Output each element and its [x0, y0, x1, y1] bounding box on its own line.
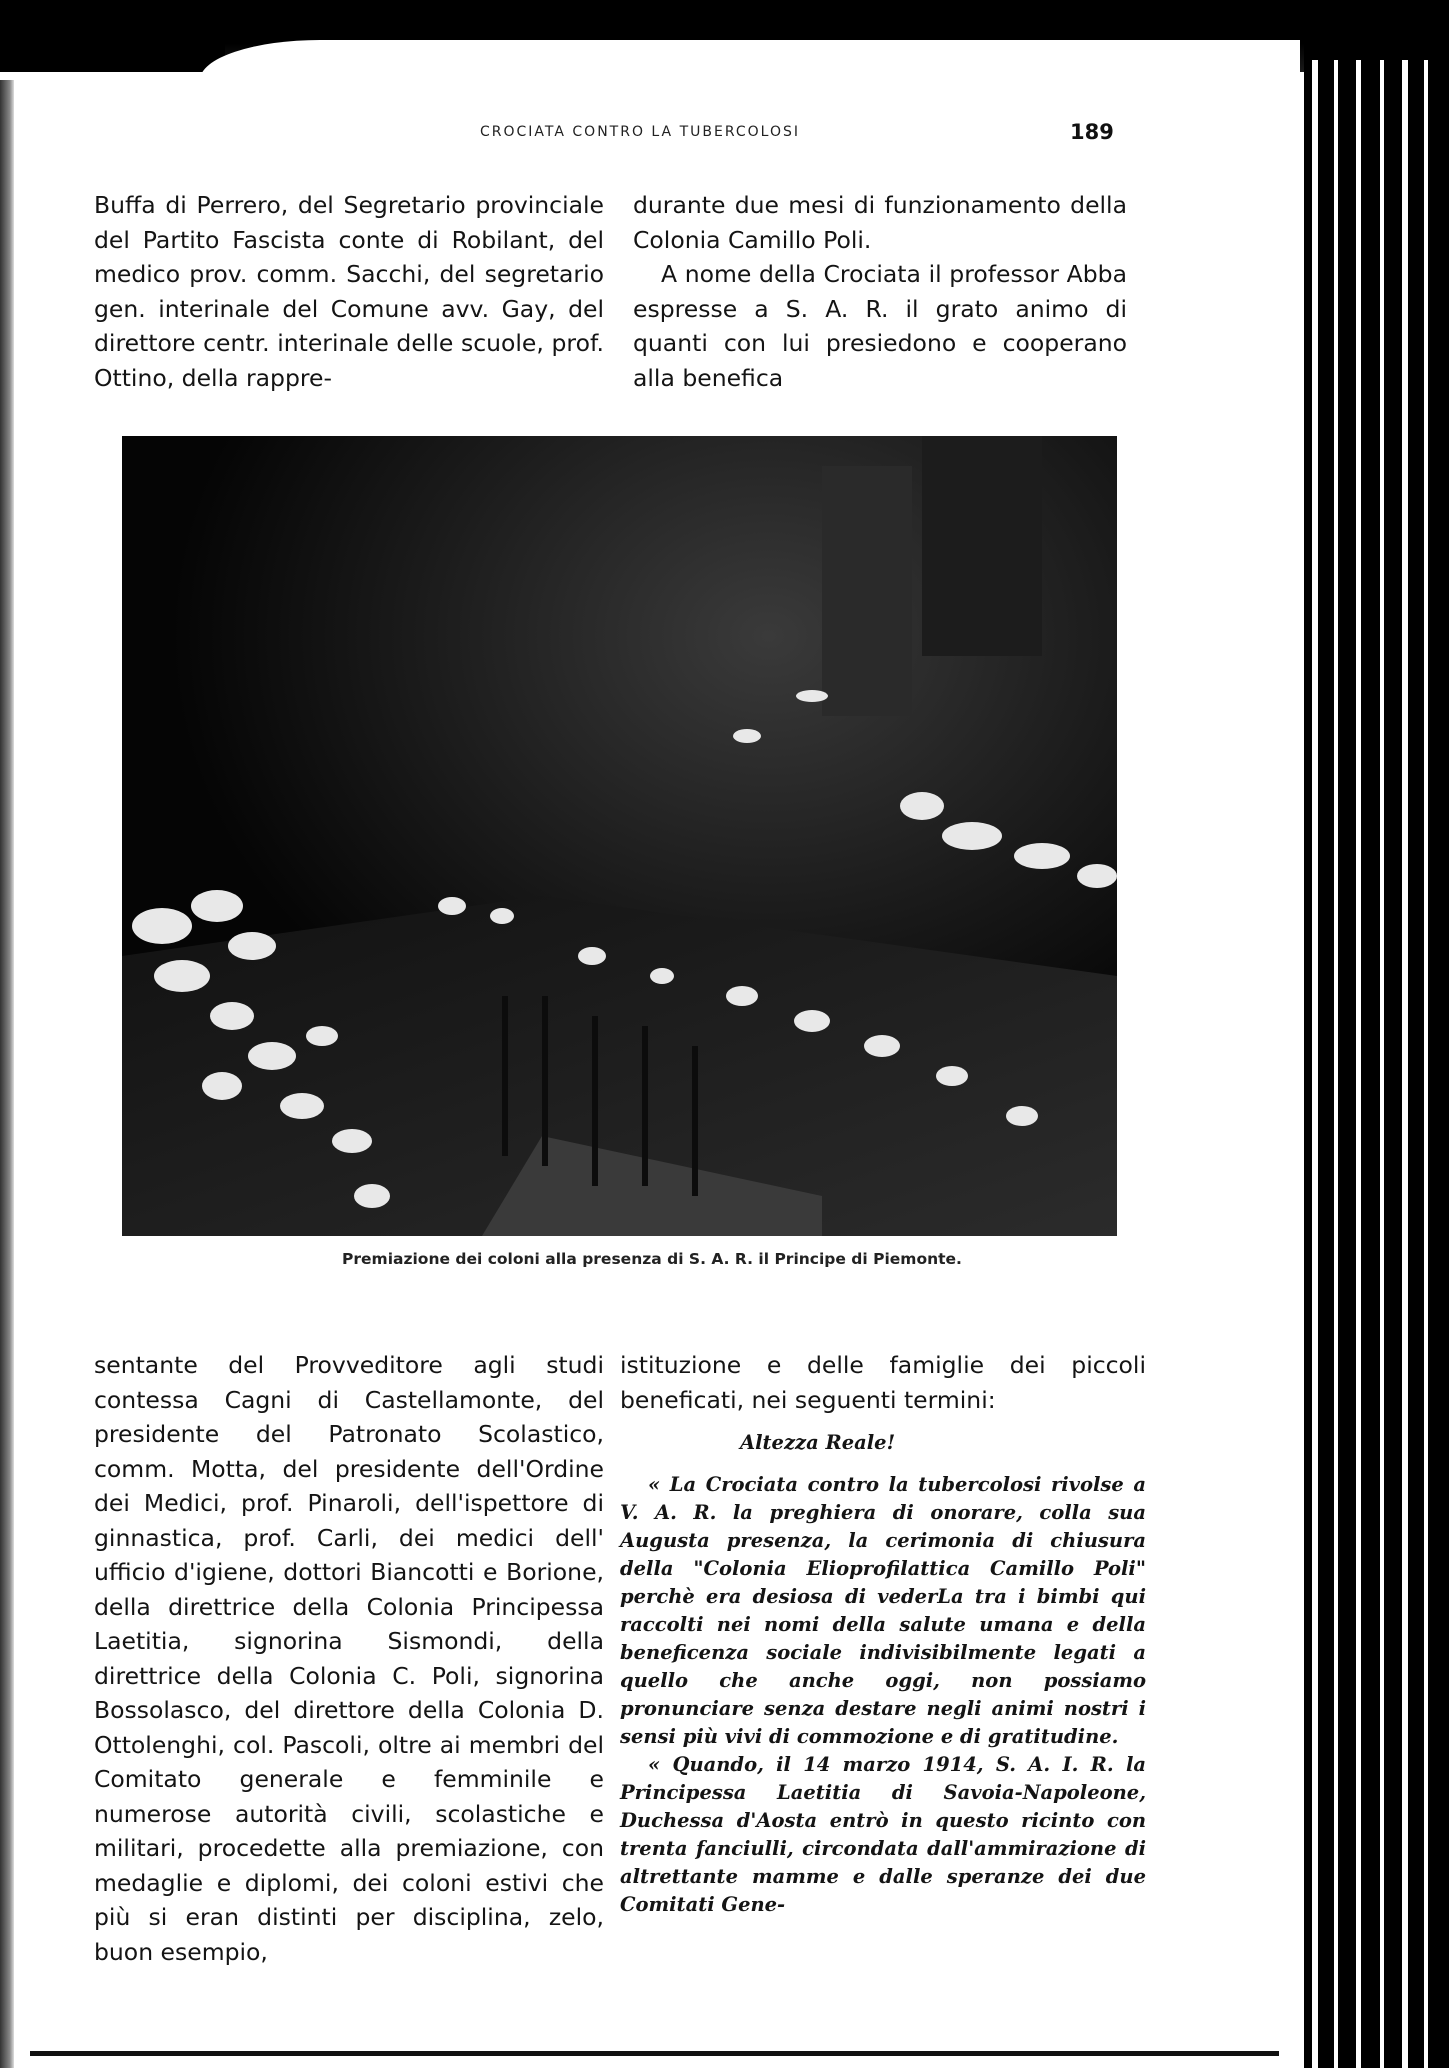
running-title: CROCIATA CONTRO LA TUBERCOLOSI	[480, 124, 800, 140]
page-number: 189	[1070, 120, 1114, 144]
salutation: Altezza Reale!	[740, 1431, 896, 1454]
paragraph: sentante del Provveditore agli studi contessa Cagni di Castellamonte, del presidente del Patronato Scolastico, comm. Motta, del presidente dell'Ordine dei Medici, prof. Pinaroli, dell'ispettore di ginnastica, prof. Carli, dei medici dell' ufficio d'igiene, dottori Biancotti e Borione, della direttrice della Colonia Principessa Laetitia, signorina Sismondi, della direttrice della Colonia C. Poli, signorina Bossolasco, del direttore della Colonia D. Ottolenghi, col. Pascoli, oltre ai membri del Comitato generale e femminile e numerose autorità civili, scolastiche e militari, procedette alla premiazione, con medaglie e diplomi, dei coloni estivi che più si eran distinti per disciplina, zelo, buon esempio,	[94, 1351, 604, 1966]
book-page-edges	[1304, 0, 1449, 2068]
page-corner	[200, 40, 1300, 100]
figure-caption: Premiazione dei coloni alla presenza di S. A. R. il Principe di Piemonte.	[342, 1250, 962, 1268]
paragraph: Buffa di Perrero, del Segretario provinciale del Partito Fascista conte di Robilant, del medico prov. comm. Sacchi, del segretario gen. interinale del Comune avv. Gay, del direttore centr. interinale delle scuole, prof. Ottino, della rappre-	[94, 191, 604, 392]
paragraph: istituzione e delle famiglie dei piccoli beneficati, nei seguenti termini:	[620, 1351, 1146, 1414]
photograph	[122, 436, 1117, 1236]
scan-border-left	[0, 80, 14, 2068]
paragraph: A nome della Crociata il professor Abba espresse a S. A. R. il grato animo di quanti con lui presiedono e cooperano alla benefica	[633, 260, 1127, 392]
quote-paragraph: « Quando, il 14 marzo 1914, S. A. I. R. la Principessa Laetitia di Savoia-Napoleone, Duchessa d'Aosta entrò in questo ricinto con trenta fanciulli, circondata dall'ammirazione di altrettante mamme e dalle speranze dei due Comitati Gene-	[620, 1753, 1146, 1916]
paragraph: durante due mesi di funzionamento della Colonia Camillo Poli.	[633, 191, 1127, 254]
quote-paragraph: « La Crociata contro la tubercolosi rivolse a V. A. R. la preghiera di onorare, colla sua Augusta presenza, la cerimonia di chiusura della "Colonia Elioprofilattica Camillo Poli" perchè era desiosa di vederLa tra i bimbi qui raccolti nei nomi della salute umana e della beneficenza sociale indivisibilmente legati a quello che anche oggi, non possiamo pronunciare senza destare negli animi nostri i sensi più vivi di commozione e di gratitudine.	[620, 1473, 1146, 1748]
scan-border-top	[0, 0, 1449, 72]
scan-border-bottom	[30, 2051, 1279, 2056]
top-left-column	[94, 188, 604, 395]
top-right-column	[633, 188, 1127, 395]
bottom-left-column	[94, 1348, 604, 1969]
scan-shadow	[0, 0, 225, 72]
bottom-right-column	[620, 1348, 1146, 1919]
photograph-image	[122, 436, 1117, 1236]
